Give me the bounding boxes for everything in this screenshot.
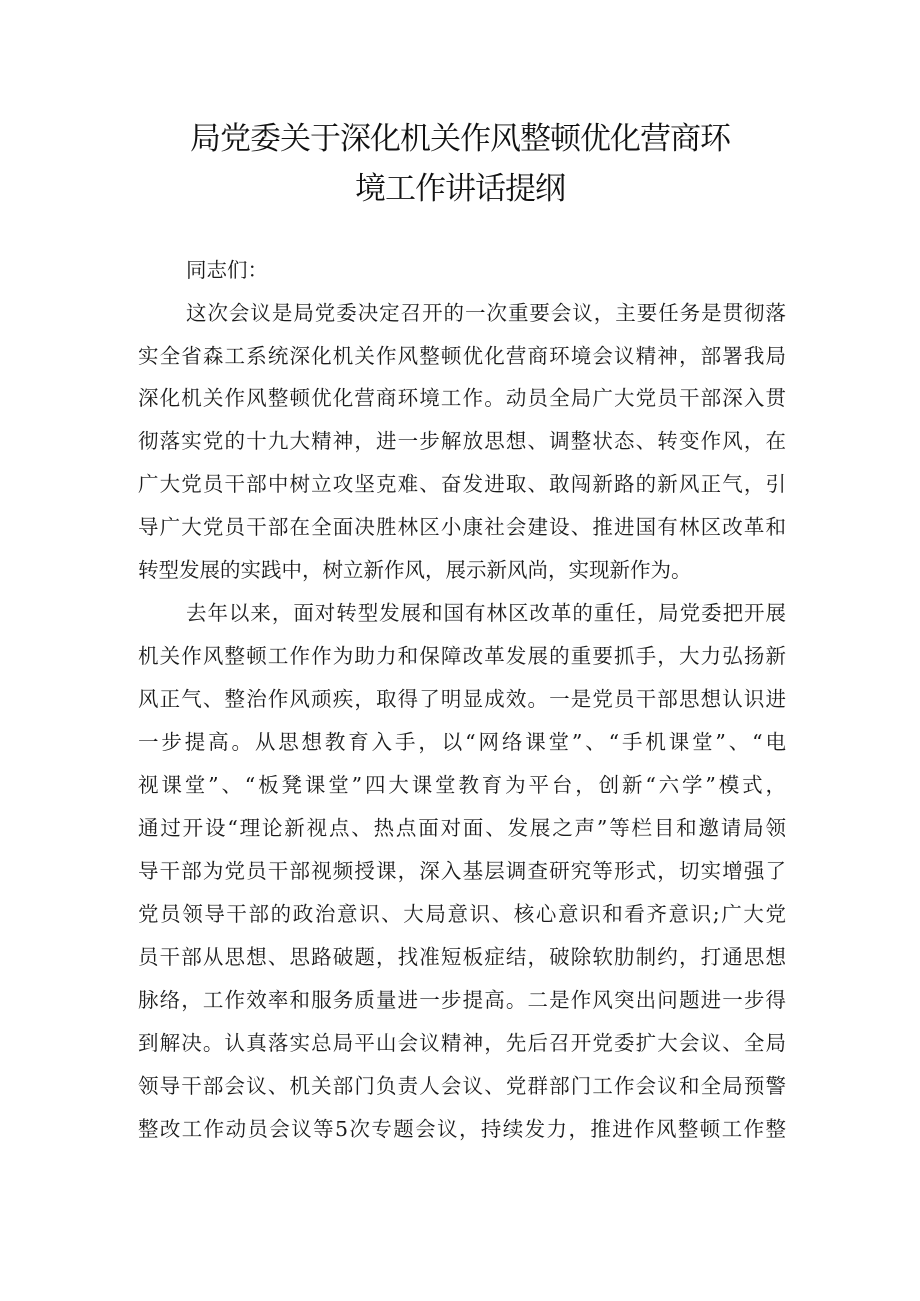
- paragraph-2-line: 一步提高。从思想教育入手，以“网络课堂”、“手机课堂”、“电: [138, 730, 786, 754]
- paragraph-2-line: 风正气、整治作风顽疾，取得了明显成效。一是党员干部思想认识进: [138, 687, 786, 711]
- paragraph-2-line: 视课堂”、“板凳课堂”四大课堂教育为平台，创新“六学”模式，: [138, 773, 786, 797]
- paragraph-2-line: 到解决。认真落实总局平山会议精神，先后召开党委扩大会议、全局: [138, 1031, 786, 1055]
- paragraph-1-line: 转型发展的实践中，树立新作风，展示新风尚，实现新作为。: [138, 558, 692, 582]
- paragraph-2-line: 导干部为党员干部视频授课，深入基层调查研究等形式，切实增强了: [138, 859, 786, 883]
- paragraph-1-line: 实全省森工系统深化机关作风整顿优化营商环境会议精神，部署我局: [138, 344, 786, 368]
- paragraph-2-line: 党员领导干部的政治意识、大局意识、核心意识和看齐意识;广大党: [138, 902, 786, 926]
- salutation: 同志们：: [186, 258, 268, 282]
- document-title-line-2: 境工作讲话提纲: [355, 171, 565, 207]
- paragraph-1-line: 这次会议是局党委决定召开的一次重要会议，主要任务是贯彻落: [186, 301, 786, 325]
- paragraph-2-line: 脉络，工作效率和服务质量进一步提高。二是作风突出问题进一步得: [138, 988, 786, 1012]
- paragraph-2-line: 通过开设“理论新视点、热点面对面、发展之声”等栏目和邀请局领: [138, 816, 786, 840]
- paragraph-2-line: 领导干部会议、机关部门负责人会议、党群部门工作会议和全局预警: [138, 1074, 786, 1098]
- paragraph-2-line: 整改工作动员会议等5次专题会议，持续发力，推进作风整顿工作整: [138, 1117, 786, 1141]
- paragraph-1-line: 广大党员干部中树立攻坚克难、奋发进取、敢闯新路的新风正气，引: [138, 472, 786, 496]
- paragraph-2-line: 员干部从思想、思路破题，找准短板症结，破除软肋制约，打通思想: [138, 945, 786, 969]
- paragraph-1-line: 导广大党员干部在全面决胜林区小康社会建设、推进国有林区改革和: [138, 515, 786, 539]
- document-title-line-1: 局党委关于深化机关作风整顿优化营商环: [190, 121, 730, 157]
- paragraph-1-line: 深化机关作风整顿优化营商环境工作。动员全局广大党员干部深入贯: [138, 386, 786, 410]
- paragraph-2-line: 去年以来，面对转型发展和国有林区改革的重任，局党委把开展: [186, 601, 786, 625]
- paragraph-2-line: 机关作风整顿工作作为助力和保障改革发展的重要抓手，大力弘扬新: [138, 644, 786, 668]
- paragraph-1-line: 彻落实党的十九大精神，进一步解放思想、调整状态、转变作风，在: [138, 429, 786, 453]
